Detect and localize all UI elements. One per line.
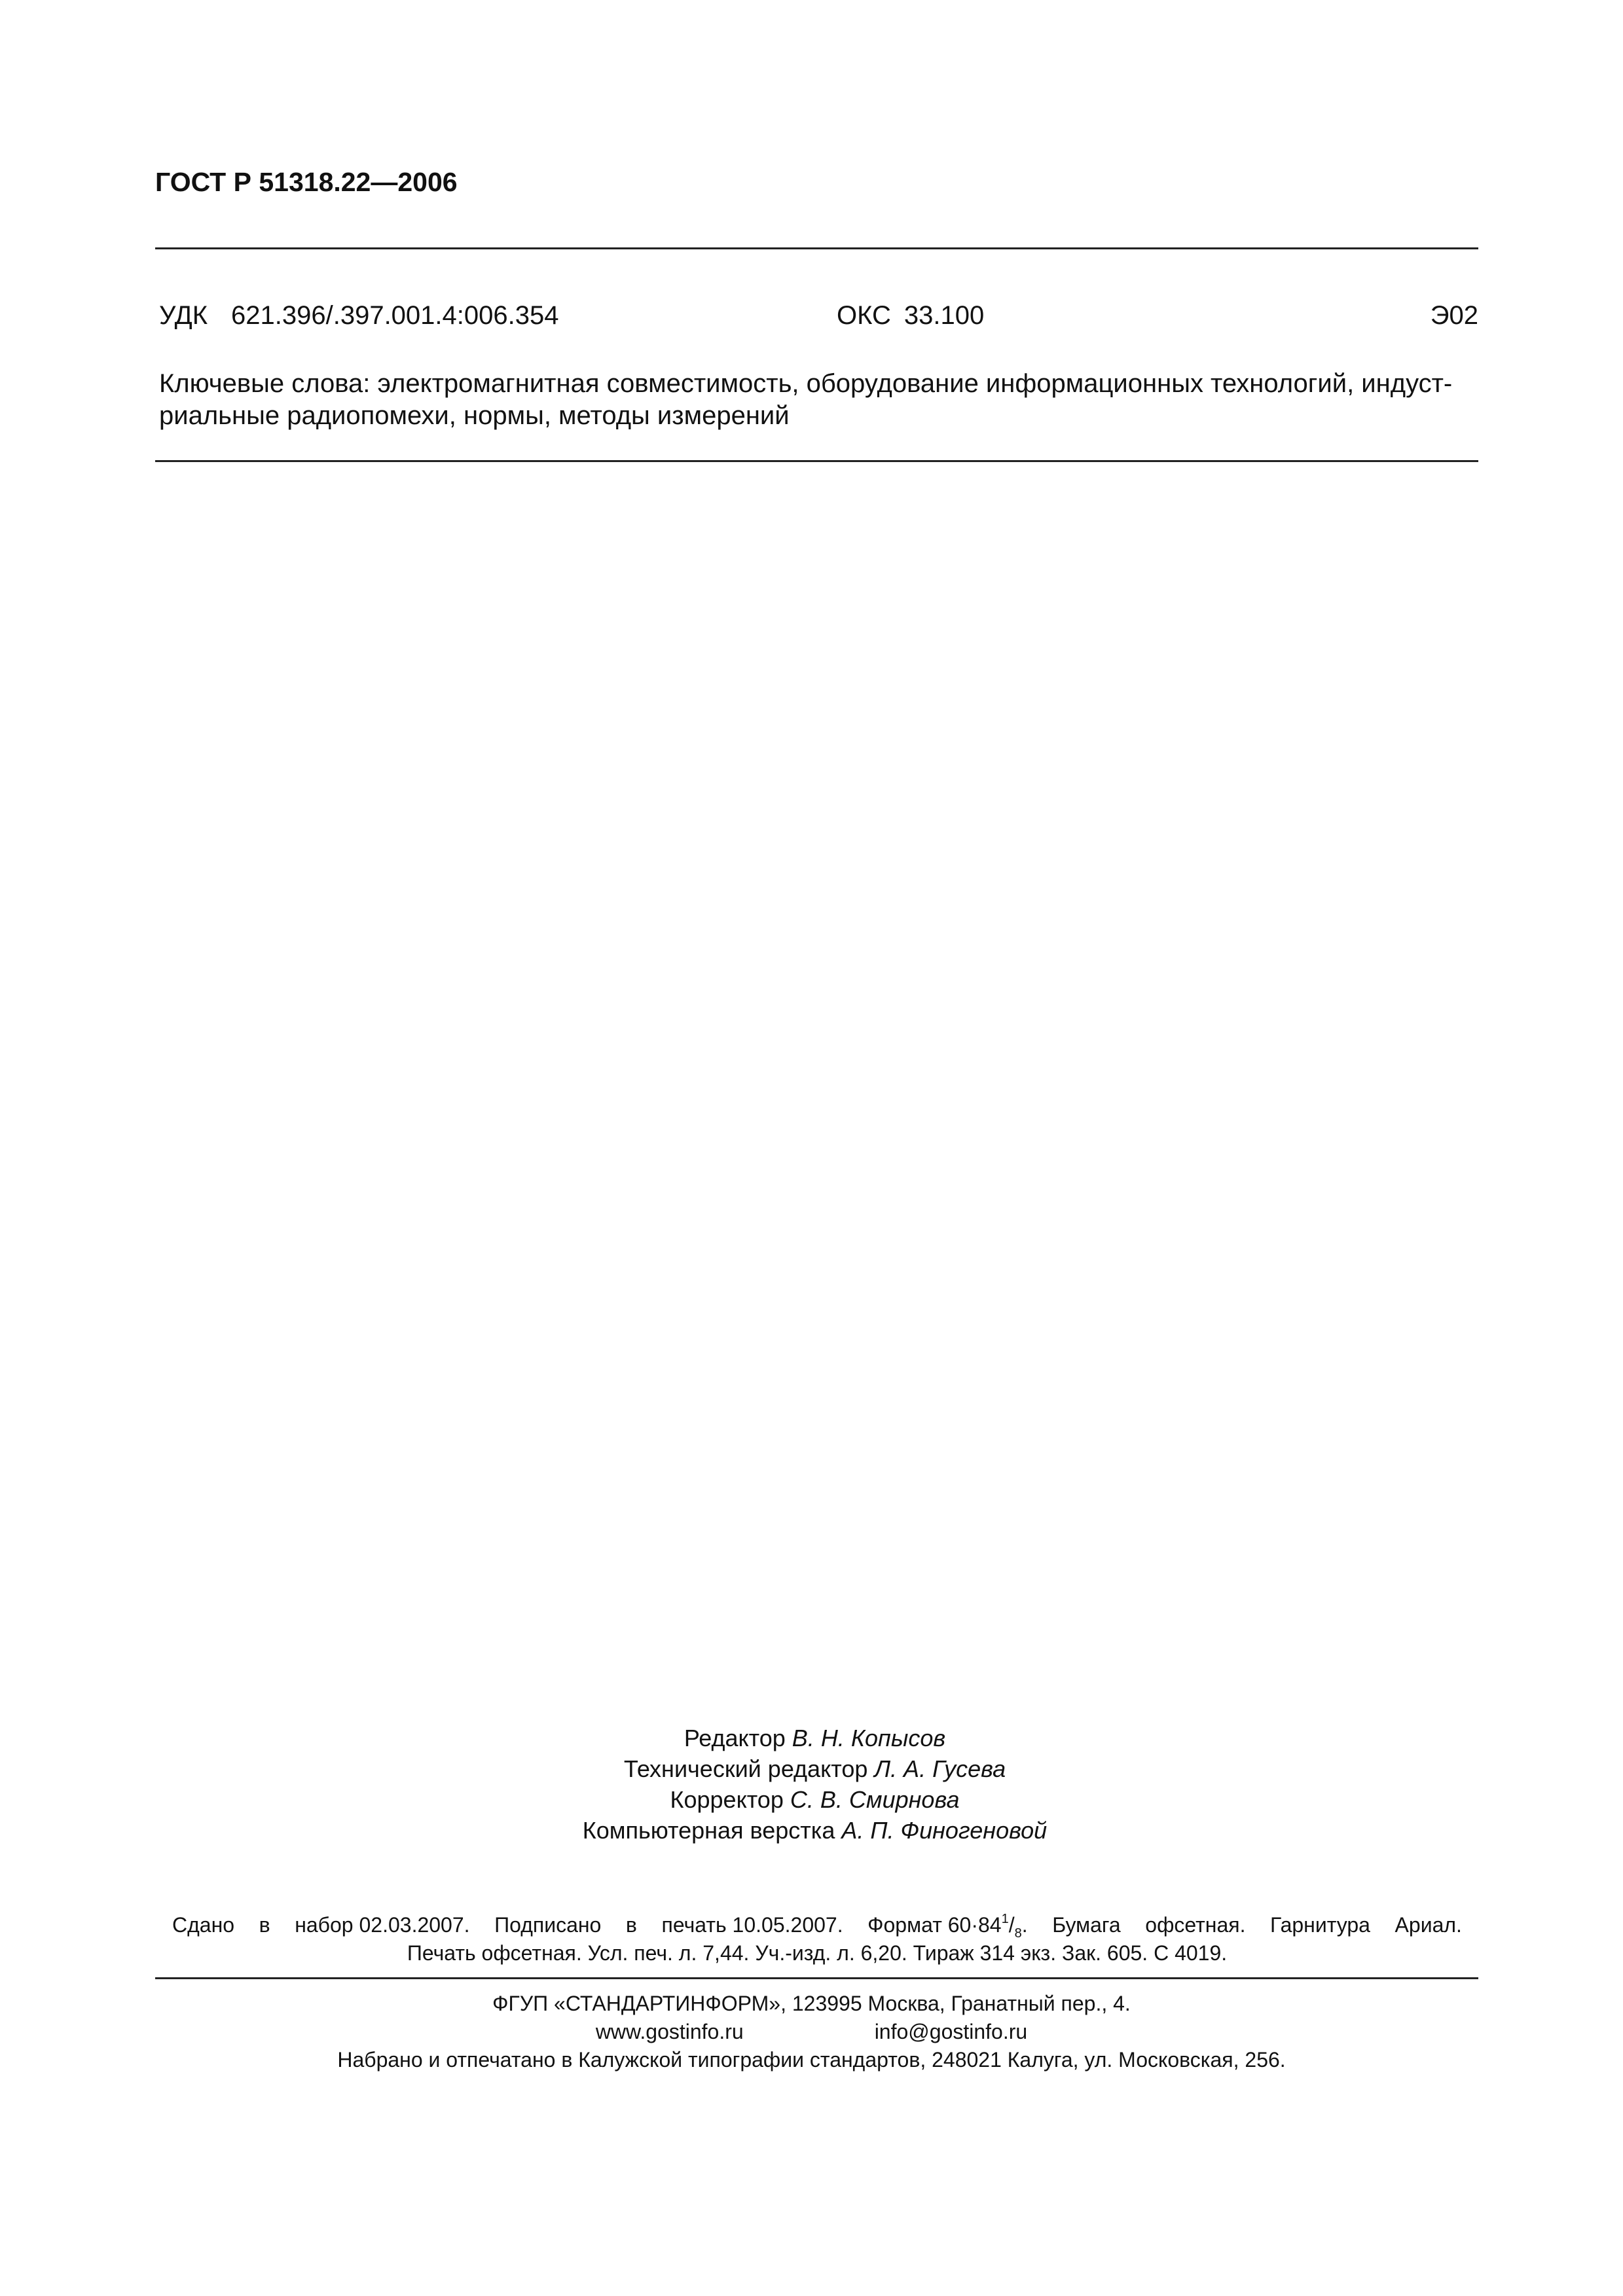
udc-value: 621.396/.397.001.4:006.354 xyxy=(231,301,559,330)
publisher-website: www.gostinfo.ru xyxy=(595,2020,744,2043)
credit-tech-editor xyxy=(0,1753,1623,1784)
imprint-word: Ариал. xyxy=(1395,1913,1462,1937)
publisher-printing: Набрано и отпечатано в Калужской типографии стандартов, 248021 Калуга, ул. Московская, 256. xyxy=(337,2048,1286,2072)
publisher-email: info@gostinfo.ru xyxy=(874,2020,1028,2043)
credits-block xyxy=(0,1723,1623,1846)
imprint-format-label: Формат xyxy=(867,1913,942,1937)
credit-corrector-label: Корректор xyxy=(670,1786,784,1813)
credit-corrector-name: С. В. Смирнова xyxy=(790,1786,960,1813)
credit-corrector xyxy=(0,1784,1623,1815)
imprint-format-base: 60·84 xyxy=(947,1913,1002,1937)
credit-tech-editor-name: Л. А. Гусева xyxy=(874,1755,1006,1782)
document-code: ГОСТ Р 51318.22—2006 xyxy=(155,167,458,197)
imprint-word: Бумага xyxy=(1052,1913,1121,1937)
imprint-word: Подписано xyxy=(494,1913,602,1937)
imprint-word: в xyxy=(259,1913,270,1937)
credit-layout-label: Компьютерная верстка xyxy=(582,1817,835,1844)
oks-label: ОКС xyxy=(837,301,891,330)
group-code: Э02 xyxy=(1430,301,1478,330)
imprint-line-2: Печать офсетная. Усл. печ. л. 7,44. Уч.-изд. л. 6,20. Тираж 314 экз. Зак. 605. С 4019. xyxy=(407,1941,1228,1965)
credit-editor-name: В. Н. Копысов xyxy=(792,1725,946,1751)
publisher-address: ФГУП «СТАНДАРТИНФОРМ», 123995 Москва, Гранатный пер., 4. xyxy=(492,1992,1131,2015)
credit-editor xyxy=(0,1723,1623,1753)
imprint-format-sub: 8 xyxy=(1014,1926,1022,1941)
imprint-word: Сдано xyxy=(172,1913,235,1937)
imprint-word: офсетная. xyxy=(1145,1913,1246,1937)
credit-tech-editor-label: Технический редактор xyxy=(623,1755,868,1782)
imprint-format-sup: 1 xyxy=(1001,1912,1009,1926)
imprint-divider xyxy=(155,1977,1478,1979)
imprint-block xyxy=(172,1911,1462,1967)
publisher-contacts xyxy=(0,2018,1623,2046)
credit-editor-label: Редактор xyxy=(684,1725,786,1751)
keywords-divider xyxy=(155,460,1478,462)
imprint-word: печать 10.05.2007. xyxy=(661,1913,843,1937)
top-divider xyxy=(155,247,1478,249)
imprint-word: в xyxy=(625,1913,637,1937)
udc-label: УДК xyxy=(159,301,208,330)
credit-layout xyxy=(0,1815,1623,1846)
imprint-line-1 xyxy=(172,1911,1462,1939)
classification-row xyxy=(159,301,1478,334)
imprint-word: набор 02.03.2007. xyxy=(295,1913,470,1937)
oks-block xyxy=(837,301,984,331)
credit-layout-name: А. П. Финогеновой xyxy=(841,1817,1048,1844)
oks-value: 33.100 xyxy=(903,301,985,330)
keywords-block xyxy=(159,368,1478,432)
imprint-format: Формат $60\cdot 84^1/_8$. xyxy=(867,1912,1028,1941)
publisher-block xyxy=(0,1990,1623,2074)
keywords-line-2: риальные радиопомехи, нормы, методы измерений xyxy=(159,401,790,430)
imprint-word: Гарнитура xyxy=(1270,1913,1370,1937)
keywords-line-1: Ключевые слова: электромагнитная совместимость, оборудование информационных технологий, индуст- xyxy=(159,369,1453,398)
imprint-format-dot: . xyxy=(1021,1913,1028,1937)
udc-block xyxy=(159,301,558,331)
